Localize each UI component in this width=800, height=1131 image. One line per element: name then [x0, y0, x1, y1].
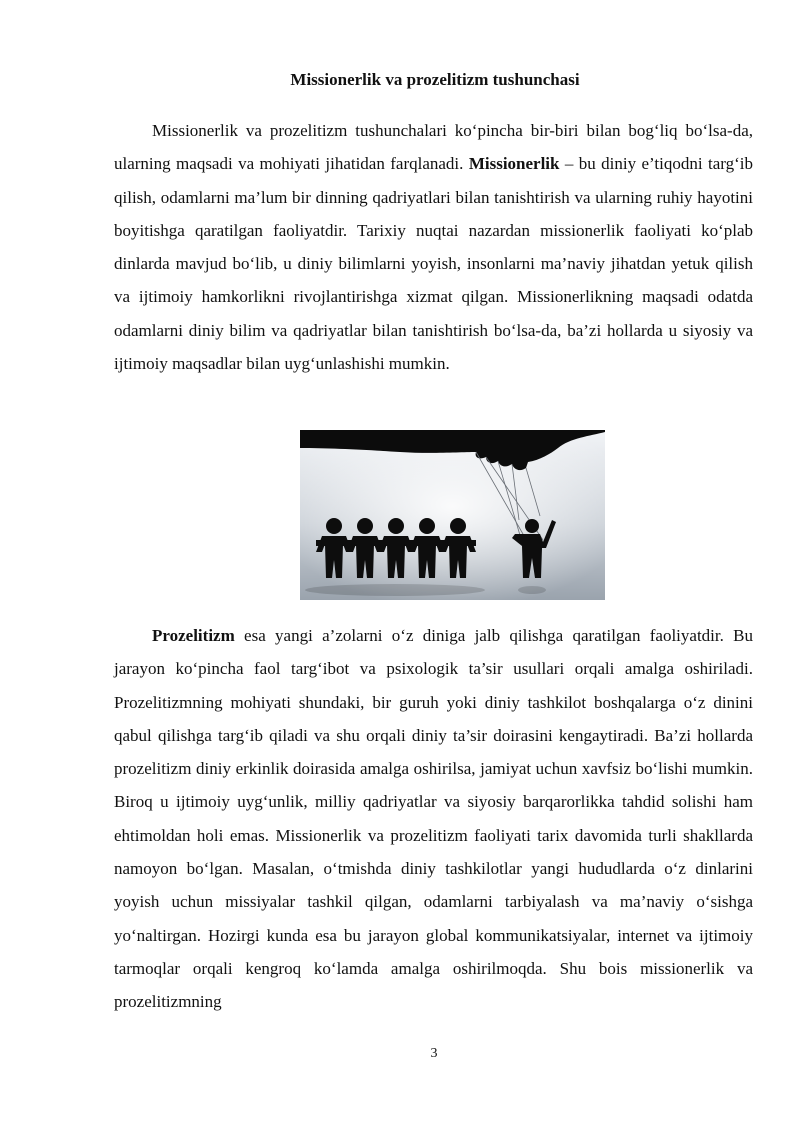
page-number: 3	[430, 1046, 438, 1061]
paragraph-prozelitizm	[114, 619, 753, 1019]
puppeteer-illustration	[300, 430, 605, 600]
page-title: Missionerlik va prozelitizm tushunchasi	[290, 70, 580, 89]
paragraph-missionerlik	[114, 114, 753, 380]
paragraph-text: Missionerlik va prozelitizm tushunchalari ko‘pincha bir-biri bilan bog‘liq bo‘lsa-da, ularning maqsadi va mohiyati jihatidan farqlanadi.	[114, 121, 753, 174]
paragraph-text: – bu diniy e’tiqodni targ‘ib qilish, odamlarni ma’lum bir dinning qadriyatlari bilan tanishtirish va ularning ruhiy hayotini boyitishga qaratilgan faoliyatdir. Tarixiy nuqtai nazardan missionerlik faoliyati ko‘plab dinlarda mavjud bo‘lib, u diniy bilimlarni yoyish, insonlarni ma’naviy jihatdan yetuk qilish va ijtimoiy hamkorlikni rivojlantirishga xizmat qilgan. Missionerlikning maqsadi odatda odamlarni diniy bilim va qadriyatlar bilan tanishtirish bo‘lsa-da, ba’zi hollarda u siyosiy va ijtimoiy maqsadlar bilan uyg‘unlashishi mumkin.	[114, 154, 753, 374]
term-missionerlik: Missionerlik	[468, 154, 560, 174]
paragraph-text: esa yangi a’zolarni o‘z diniga jalb qilishga qaratilgan faoliyatdir. Bu jarayon ko‘pincha faol targ‘ibot va psixologik ta’sir usullari orqali amalga oshiriladi. Prozelitizmning mohiyati shundaki, bir guruh yoki diniy tashkilot boshqalarga o‘z dinini qabul qilishga targ‘ib qiladi va shu orqali diniy ta’sir doirasini kengaytiradi. Ba’zi hollarda prozelitizm diniy erkinlik doirasida amalga oshirilsa, jamiyat uchun xavfsiz bo‘lishi mumkin. Biroq u ijtimoiy uyg‘unlik, milliy qadriyatlar va siyosiy barqarorlikka tahdid solishi ham ehtimoldan holi emas. Missionerlik va prozelitizm faoliyati tarix davomida turli shakllarda namoyon bo‘lgan. Masalan, o‘tmishda diniy tashkilotlar yangi hududlarda o‘z dinlarini yoyish uchun missiyalar tashkil qilgan, odamlarni tarbiyalash va ma’naviy o‘sishga yo‘naltirgan. Hozirgi kunda esa bu jarayon global kommunikatsiyalar, internet va ijtimoiy tarmoqlar orqali kengroq ko‘lamda amalga oshirilmoqda. Shu bois missionerlik va prozelitizmning	[114, 626, 753, 1012]
term-prozelitizm: Prozelitizm	[152, 626, 235, 645]
